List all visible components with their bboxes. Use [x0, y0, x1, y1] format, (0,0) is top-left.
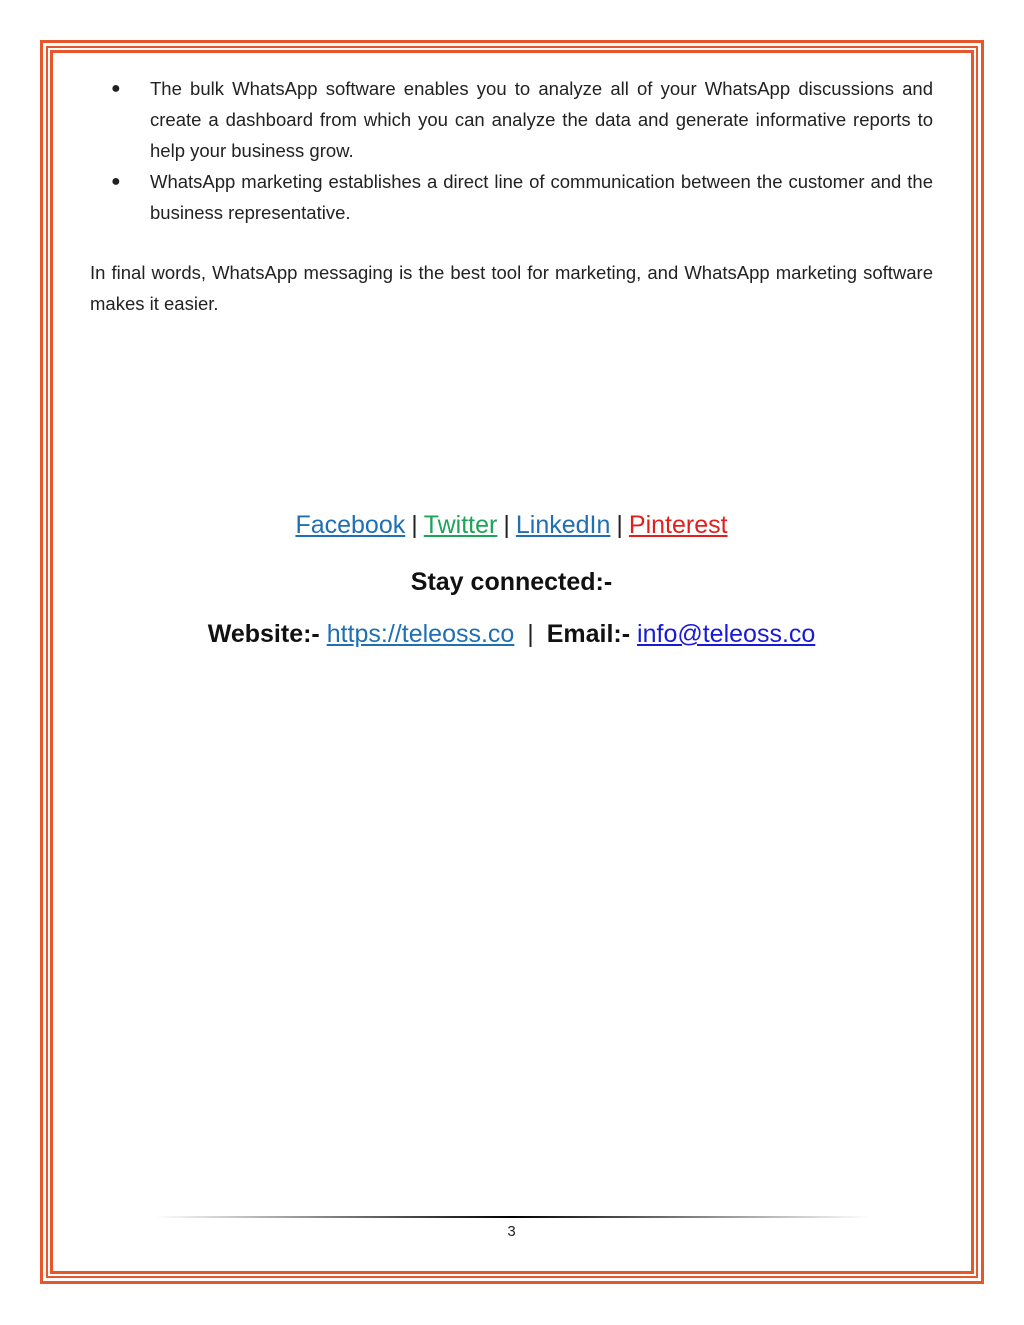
list-item-text: WhatsApp marketing establishes a direct line of communication between the customer and the business representative.: [150, 171, 933, 223]
linkedin-link[interactable]: LinkedIn: [515, 511, 611, 539]
page-number: 3: [507, 1223, 516, 1240]
separator: |: [503, 511, 510, 539]
email-link[interactable]: info@teleoss.co: [637, 620, 816, 648]
bullet-dot-icon: ●: [111, 80, 121, 97]
separator: |: [527, 620, 534, 648]
list-item: [90, 73, 933, 166]
twitter-link[interactable]: Twitter: [423, 511, 498, 539]
closing-paragraph: In final words, WhatsApp messaging is the best tool for marketing, and WhatsApp marketing software makes it easier.: [90, 262, 933, 314]
website-link[interactable]: https://teleoss.co: [326, 620, 515, 648]
stay-connected-heading: Stay connected:-: [410, 568, 613, 596]
separator: |: [616, 511, 623, 539]
facebook-link[interactable]: Facebook: [295, 511, 406, 539]
separator: |: [411, 511, 418, 539]
footer-divider: [155, 1216, 869, 1218]
pinterest-link[interactable]: Pinterest: [628, 511, 728, 539]
bullet-list: [90, 73, 933, 228]
email-label: Email:-: [546, 620, 631, 648]
bullet-dot-icon: ●: [111, 173, 121, 190]
list-item-text: The bulk WhatsApp software enables you to analyze all of your WhatsApp discussions and create a dashboard from which you can analyze the data and generate informative reports to help your business grow.: [150, 78, 933, 161]
website-label: Website:-: [207, 620, 320, 648]
body-content: [90, 73, 933, 319]
social-links: [90, 505, 933, 545]
contact-line: [90, 614, 933, 654]
list-item: [90, 166, 933, 228]
